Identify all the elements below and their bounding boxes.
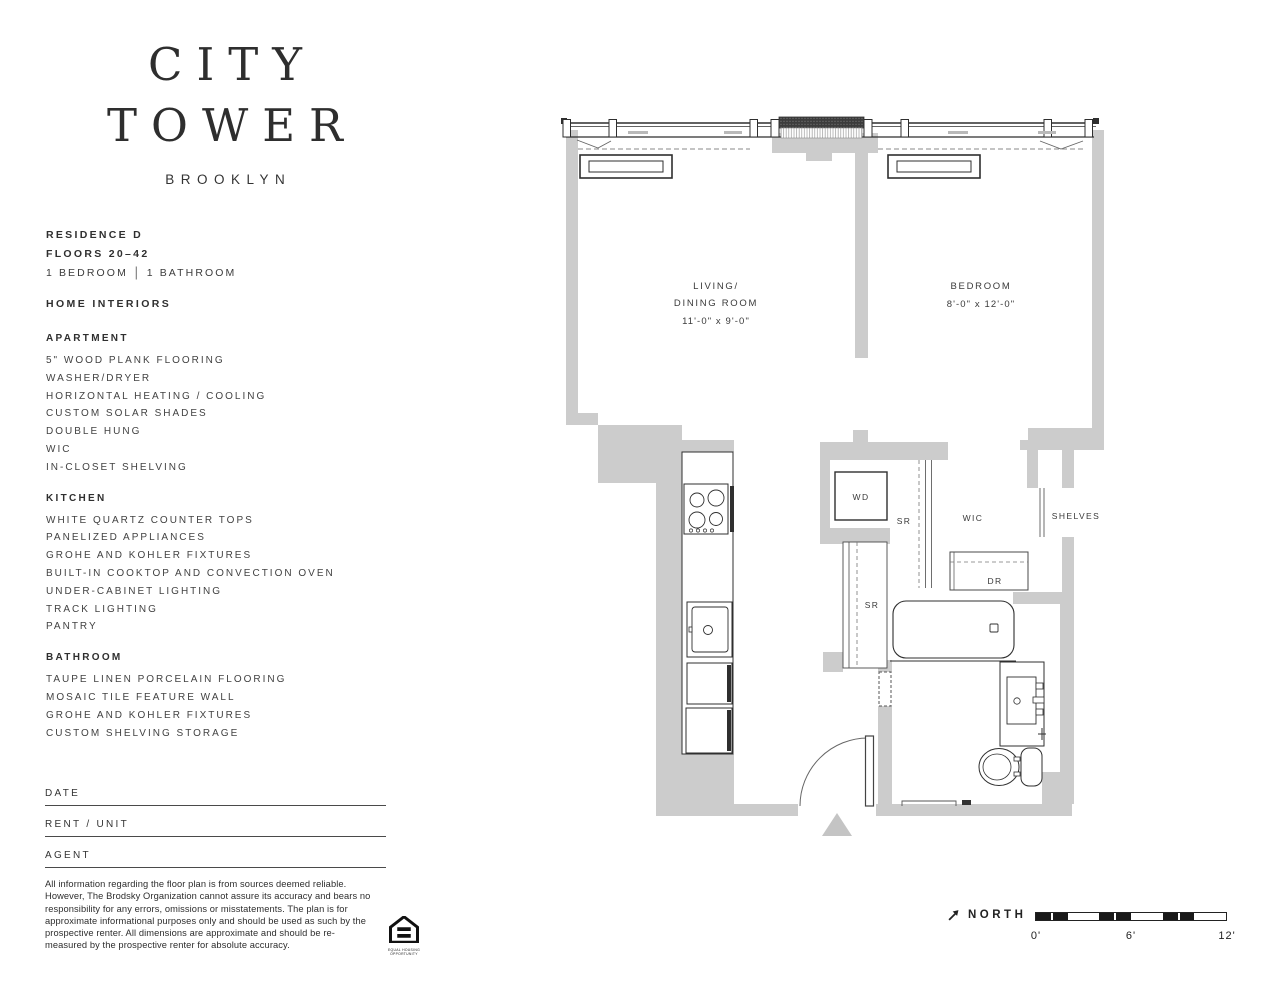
- brand-name-line1: CITY: [148, 38, 316, 91]
- heating-units: [580, 155, 980, 178]
- pocket-door: [879, 672, 891, 706]
- shelves-label: SHELVES: [1051, 511, 1101, 521]
- residence-floors: FLOORS 20–42: [46, 248, 150, 260]
- section-kitchen: [46, 493, 335, 637]
- brand-city: BROOKLYN: [165, 172, 292, 187]
- spec-item: MOSAIC TILE FEATURE WALL: [46, 691, 236, 703]
- legal-disclaimer: All information regarding the floor plan is from sources deemed reliable. However, The Brodsky Organization cannot assure its accuracy and bears no responsibility for any errors, omissions or misstatements. The plan is for approximate informational purposes only and should be used as such by the prospective renter. All dimensions are approximate and should be re-measured by the prospective renter for absolute accuracy.: [45, 879, 371, 951]
- kitchen-fixtures: [682, 452, 734, 754]
- spec-item: 5" WOOD PLANK FLOORING: [46, 355, 225, 366]
- residence-config: [46, 264, 236, 283]
- section-apartment: [46, 333, 335, 477]
- home-interiors-heading: HOME INTERIORS: [46, 298, 172, 310]
- appliance-box: [686, 708, 732, 753]
- door-stop: [962, 800, 971, 805]
- section-heading: BATHROOM: [46, 652, 123, 664]
- spec-item: PANTRY: [46, 621, 98, 633]
- equal-housing-house-icon: [389, 916, 419, 943]
- floorplan-drawing: [555, 95, 1125, 855]
- fill-in-form: [45, 788, 386, 881]
- bathroom-count: 1 BATHROOM: [146, 267, 237, 279]
- date-field: DATE: [45, 788, 386, 806]
- bedroom-dimensions: 8'-0" x 12'-0": [946, 299, 1016, 310]
- spec-item: GROHE AND KOHLER FIXTURES: [46, 550, 253, 562]
- spec-item: TAUPE LINEN PORCELAIN FLOORING: [46, 674, 287, 686]
- vanity-sink: [1007, 677, 1036, 724]
- corner-window-mark: [577, 140, 611, 148]
- section-bathroom: [46, 652, 335, 742]
- rent-unit-field: RENT / UNIT: [45, 819, 386, 837]
- equal-housing-logo: [386, 916, 422, 956]
- section-heading: APARTMENT: [46, 333, 129, 344]
- scale-bar: [1035, 912, 1227, 921]
- eho-caption-line2: OPPORTUNITY: [390, 952, 418, 956]
- spec-item: DOUBLE HUNG: [46, 426, 142, 438]
- entry-door: [800, 736, 874, 836]
- spec-item: CUSTOM SHELVING STORAGE: [46, 727, 240, 739]
- walk-in-closet-label: WIC: [962, 513, 984, 523]
- brand-logo: [45, 38, 405, 187]
- appliance-box: [687, 663, 732, 704]
- residence-name: RESIDENCE D: [46, 229, 144, 241]
- living-room-label-line2: DINING ROOM: [673, 298, 759, 309]
- louver-dark-band: [779, 117, 864, 128]
- louver-light-band: [781, 128, 862, 138]
- scale-bar-segment: [1099, 913, 1131, 920]
- entry-triangle-marker: [822, 813, 852, 836]
- spec-item: GROHE AND KOHLER FIXTURES: [46, 709, 253, 721]
- tub-drain: [990, 624, 998, 632]
- corner-window-mark: [1040, 141, 1083, 149]
- bedroom-label: BEDROOM: [950, 281, 1012, 292]
- scale-bar-segment: [1131, 913, 1163, 920]
- interior-spec-sections: [46, 333, 335, 758]
- spec-item: PANELIZED APPLIANCES: [46, 532, 206, 544]
- living-room-dimensions: 11'-0" x 9'-0": [682, 316, 750, 327]
- shelf-rod-lower-label: SR: [864, 600, 880, 610]
- shelf-rod-upper-label: SR: [896, 516, 912, 526]
- config-divider: |: [134, 265, 140, 281]
- living-room-label-line1: LIVING/: [693, 281, 739, 292]
- spec-item: HORIZONTAL HEATING / COOLING: [46, 390, 267, 402]
- section-heading: KITCHEN: [46, 492, 107, 504]
- toilet-tank: [1021, 748, 1042, 786]
- door-swing-arc: [800, 738, 868, 806]
- agent-field: AGENT: [45, 850, 386, 868]
- north-east-arrow-icon: [946, 907, 962, 923]
- brand-name-line2: TOWER: [107, 99, 357, 152]
- north-label: NORTH: [968, 909, 1027, 921]
- spec-item: IN-CLOSET SHELVING: [46, 461, 188, 473]
- spec-item: CUSTOM SOLAR SHADES: [46, 408, 208, 420]
- window-corner-cap: [1093, 118, 1099, 124]
- scale-bar-segment: [1068, 913, 1100, 920]
- spec-item: WHITE QUARTZ COUNTER TOPS: [46, 514, 254, 526]
- dresser-label: DR: [987, 576, 1003, 586]
- spec-item: WASHER/DRYER: [46, 372, 152, 384]
- spec-item: WIC: [46, 443, 72, 455]
- scale-tick-label: 0': [1030, 930, 1042, 942]
- faucet: [1033, 697, 1044, 703]
- spec-item: UNDER-CABINET LIGHTING: [46, 585, 223, 597]
- scale-bar-segment: [1036, 913, 1068, 920]
- scale-tick-label: 12': [1218, 930, 1236, 942]
- scale-bar-segment: [1194, 913, 1226, 920]
- eho-caption-line1: EQUAL HOUSING: [387, 948, 421, 952]
- spec-item: BUILT-IN COOKTOP AND CONVECTION OVEN: [46, 567, 335, 579]
- spec-item: TRACK LIGHTING: [46, 603, 158, 615]
- bathroom-fixtures: [879, 601, 1046, 806]
- bedroom-count: 1 BEDROOM: [46, 267, 128, 279]
- compass: [946, 907, 1026, 923]
- scale-tick-label: 6': [1125, 930, 1137, 942]
- scale-bar-segment: [1163, 913, 1195, 920]
- residence-info: [46, 226, 236, 283]
- door-leaf: [866, 736, 874, 806]
- cooktop: [684, 484, 728, 534]
- washer-dryer-label: WD: [852, 492, 870, 502]
